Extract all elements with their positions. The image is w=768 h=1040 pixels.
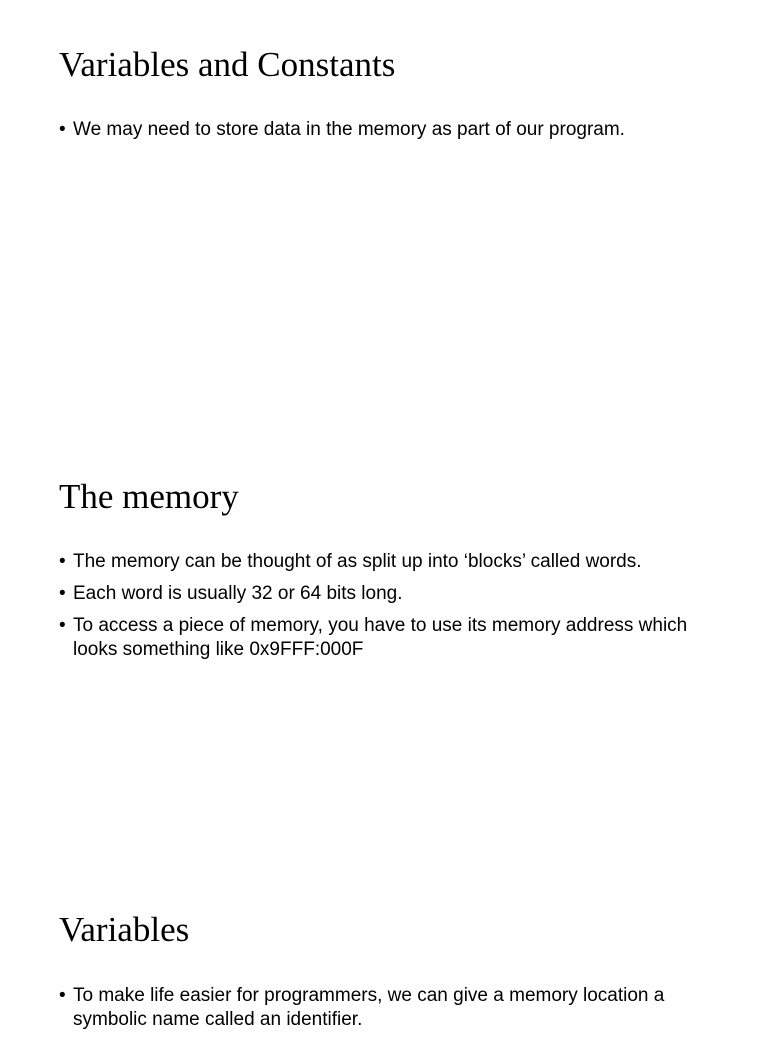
bullet-item (59, 614, 719, 662)
bullet-item (59, 550, 719, 574)
slide-title: Variables (59, 910, 190, 949)
bullet-text: • To access a piece of memory, you have to use its memory address which looks something like 0x9FFF:000F (73, 615, 688, 660)
bullet-text: • To make life easier for programmers, we can give a memory location a symbolic name called an identifier. (73, 985, 665, 1030)
bullet-list (59, 984, 719, 1040)
bullet-text: • Each word is usually 32 or 64 bits long. (73, 583, 403, 604)
slide-title: The memory (59, 477, 239, 516)
bullet-item (59, 118, 719, 142)
bullet-text: • The memory can be thought of as split up into ‘blocks’ called words. (73, 551, 642, 572)
bullet-text: • We may need to store data in the memory as part of our program. (73, 119, 625, 140)
bullet-item (59, 582, 719, 606)
bullet-list (59, 550, 719, 670)
bullet-item (59, 984, 719, 1032)
bullet-list (59, 118, 719, 150)
slide-title: Variables and Constants (59, 45, 396, 84)
